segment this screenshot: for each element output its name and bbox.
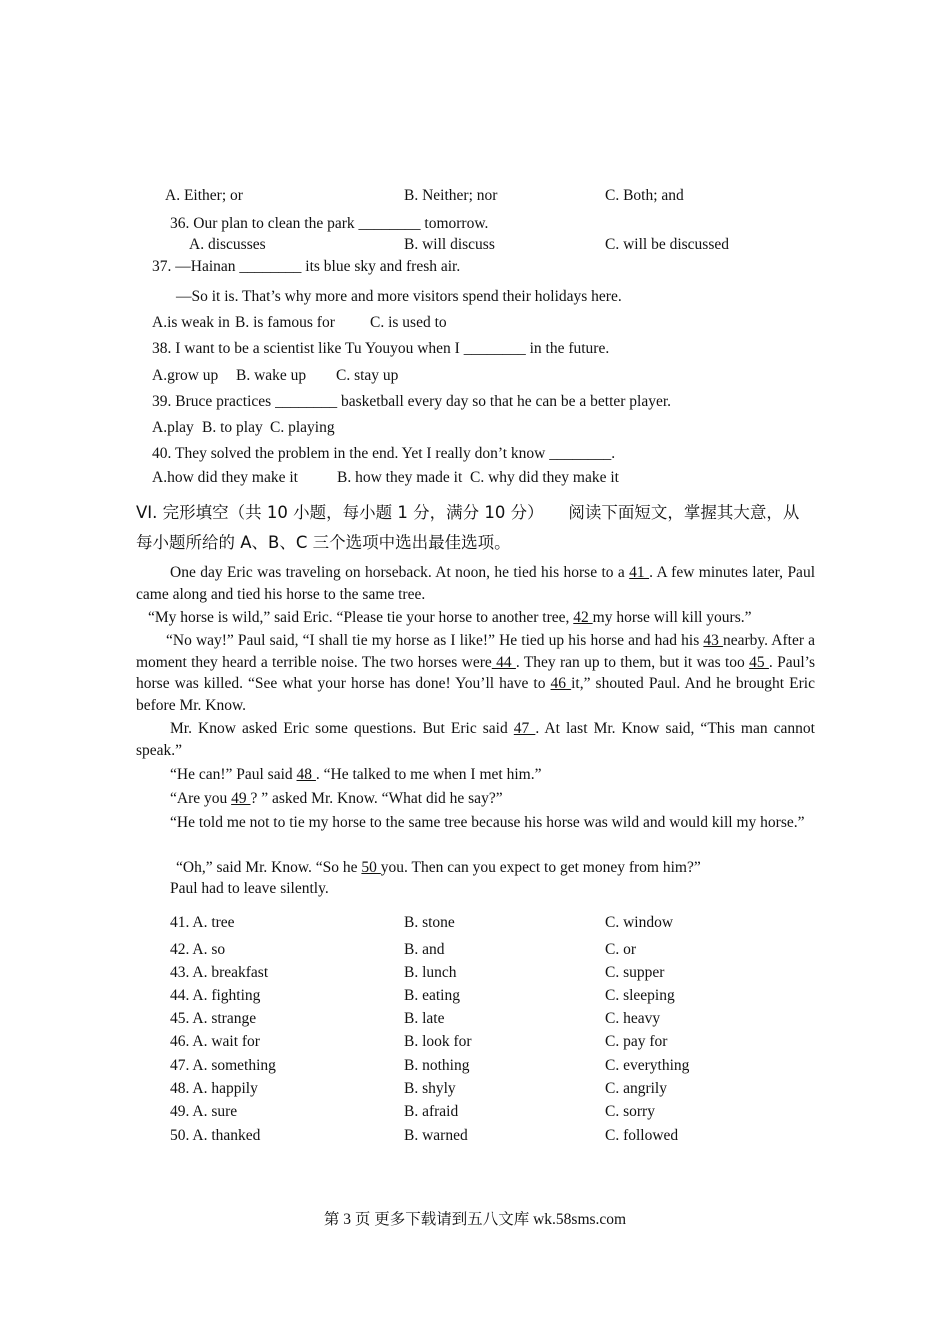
option-46-a: 46. A. wait for bbox=[170, 1033, 260, 1050]
blank-46: 46 bbox=[550, 675, 572, 692]
q40-option-a: A. bbox=[152, 469, 168, 486]
option-47-b: B. nothing bbox=[404, 1057, 470, 1074]
option-41-b: B. stone bbox=[404, 914, 455, 931]
passage-paragraph-7: “He told me not to tie my horse to the same tree because his horse was wild and would kill my horse.” bbox=[170, 814, 805, 831]
blank-43: 43 bbox=[703, 632, 723, 649]
passage-paragraph-9: Paul had to leave silently. bbox=[170, 880, 329, 897]
option-45-a: 45. A. strange bbox=[170, 1010, 257, 1027]
page-footer: 第 3 页 更多下载请到五八文库 wk.58sms.com bbox=[323, 1211, 627, 1228]
q37-stem: 37. —Hainan ________ its blue sky and fresh air. bbox=[152, 258, 461, 275]
option-48-b: B. shyly bbox=[404, 1080, 456, 1097]
blank-49: 49 bbox=[231, 790, 251, 807]
section-heading bbox=[136, 498, 826, 558]
option-48-c: C. angrily bbox=[605, 1080, 667, 1097]
option-47-a: 47. A. something bbox=[170, 1057, 276, 1074]
q38-option-c: C. stay up bbox=[336, 367, 399, 384]
option-45-c: C. heavy bbox=[605, 1010, 661, 1027]
option-42-a: 42. A. so bbox=[170, 941, 226, 958]
passage-paragraph-5: “He can!” Paul said 48 . “He talked to me when I met him.” bbox=[170, 766, 542, 783]
option-48-a: 48. A. happily bbox=[170, 1080, 258, 1097]
section-heading-line2: 每小题所给的 A、B、C 三个选项中选出最佳选项。 bbox=[136, 533, 511, 552]
option-44-a: 44. A. fighting bbox=[170, 987, 261, 1004]
blank-44: 44 bbox=[491, 653, 516, 671]
q35-option-b: B. Neither; nor bbox=[404, 187, 498, 204]
q38-option-b: B. wake up bbox=[236, 367, 307, 384]
q38-option-a-text: grow up bbox=[167, 367, 219, 384]
blank-48: 48 bbox=[296, 766, 316, 783]
option-43-c: C. supper bbox=[605, 964, 665, 981]
q39-option-a-text: play bbox=[167, 419, 194, 436]
option-44-b: B. eating bbox=[404, 987, 460, 1004]
q37-option-a: A. bbox=[152, 314, 168, 331]
q35-option-a: A. Either; or bbox=[165, 187, 243, 204]
q38-option-a: A. bbox=[152, 367, 168, 384]
option-46-b: B. look for bbox=[404, 1033, 472, 1050]
option-44-c: C. sleeping bbox=[605, 987, 675, 1004]
q40-option-a-wrap bbox=[152, 468, 298, 488]
option-50-a: 50. A. thanked bbox=[170, 1127, 261, 1144]
option-49-c: C. sorry bbox=[605, 1103, 655, 1120]
q36-option-b: B. will discuss bbox=[404, 236, 495, 253]
option-49-b: B. afraid bbox=[404, 1103, 459, 1120]
passage-paragraph-3: “No way!” Paul said, “I shall tie my horse as I like!” He tied up his horse and had his 43 nearby. After a moment they heard a terrible noise. The two horses were 44 . They ran up to them, but it was too 45 . Paul’s horse was killed. “See what your horse has done! You’ll have to 46 it,” shouted Paul. And he brought Eric before Mr. Know. bbox=[136, 632, 816, 714]
option-50-b: B. warned bbox=[404, 1127, 468, 1144]
blank-47: 47 bbox=[513, 720, 536, 737]
option-41-c: C. window bbox=[605, 914, 674, 931]
q40-stem: 40. They solved the problem in the end. Yet I really don’t know ________. bbox=[152, 445, 616, 462]
passage-paragraph-4: Mr. Know asked Eric some questions. But Eric said 47 . At last Mr. Know said, “This man cannot speak.” bbox=[136, 720, 815, 759]
passage-paragraph-1: One day Eric was traveling on horseback. At noon, he tied his horse to a 41 . A few minutes later, Paul came along and tied his horse to the same tree. bbox=[136, 564, 815, 603]
passage-paragraph-6: “Are you 49 ? ” asked Mr. Know. “What did he say?” bbox=[170, 790, 503, 807]
passage-paragraph-2: “My horse is wild,” said Eric. “Please tie your horse to another tree, 42 my horse will kill yours.” bbox=[148, 609, 752, 626]
option-43-b: B. lunch bbox=[404, 964, 457, 981]
blank-41: 41 bbox=[629, 564, 650, 581]
q39-stem: 39. Bruce practices ________ basketball every day so that he can be a better player. bbox=[152, 393, 672, 410]
option-49-a: 49. A. sure bbox=[170, 1103, 238, 1120]
q37-option-b: B. is famous for bbox=[235, 314, 335, 331]
blank-50: 50 bbox=[361, 859, 381, 876]
option-42-c: C. or bbox=[605, 941, 636, 958]
q38-stem: 38. I want to be a scientist like Tu Youyou when I ________ in the future. bbox=[152, 340, 610, 357]
q37-reply: —So it is. That’s why more and more visitors spend their holidays here. bbox=[176, 288, 622, 305]
option-47-c: C. everything bbox=[605, 1057, 690, 1074]
q35-option-c: C. Both; and bbox=[605, 187, 684, 204]
q38-option-a-wrap bbox=[152, 366, 218, 386]
q39-option-a: A. bbox=[152, 419, 168, 436]
q39-option-b: B. to play bbox=[202, 419, 263, 436]
section-heading-line1: VI. 完形填空（共 10 小题，每小题 1 分，满分 10 分） 阅读下面短文，掌握其大意，从 bbox=[136, 503, 800, 522]
q39-option-c: C. playing bbox=[270, 419, 335, 436]
q36-stem: 36. Our plan to clean the park ________ tomorrow. bbox=[170, 215, 489, 232]
q40-option-b: B. how they made it bbox=[337, 469, 463, 486]
q40-option-c: C. why did they make it bbox=[470, 469, 619, 486]
option-45-b: B. late bbox=[404, 1010, 445, 1027]
option-50-c: C. followed bbox=[605, 1127, 679, 1144]
q37-option-a-text: is weak in bbox=[167, 314, 230, 331]
blank-45: 45 bbox=[749, 653, 769, 671]
q39-option-a-wrap bbox=[152, 418, 194, 438]
option-43-a: 43. A. breakfast bbox=[170, 964, 269, 981]
option-42-b: B. and bbox=[404, 941, 445, 958]
q36-option-a: A. discusses bbox=[189, 236, 266, 253]
option-41-a: 41. A. tree bbox=[170, 914, 235, 931]
q37-options bbox=[152, 313, 230, 333]
q37-option-c: C. is used to bbox=[370, 314, 447, 331]
q40-option-a-text: how did they make it bbox=[167, 469, 298, 486]
passage-paragraph-8: “Oh,” said Mr. Know. “So he 50 you. Then can you expect to get money from him?” bbox=[176, 859, 701, 876]
blank-42: 42 bbox=[573, 609, 593, 626]
option-46-c: C. pay for bbox=[605, 1033, 668, 1050]
q36-option-c: C. will be discussed bbox=[605, 236, 729, 253]
